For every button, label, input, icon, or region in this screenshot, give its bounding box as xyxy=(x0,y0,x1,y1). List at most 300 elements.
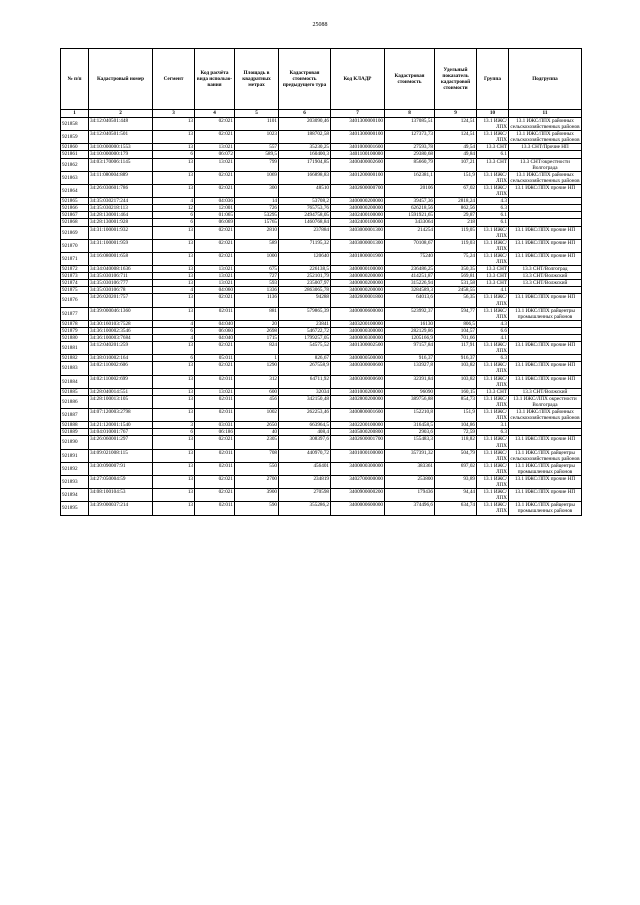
previous-value-cell: 48510 xyxy=(279,184,331,197)
group-cell: 6.1 xyxy=(477,151,509,158)
cadastral-number-cell: 34:12:040201:259 xyxy=(89,342,153,355)
unit-value-cell: 103,82 xyxy=(435,362,477,375)
row-number-cell: 921869 xyxy=(61,226,89,239)
column-number: 1 xyxy=(61,110,89,118)
area-cell: 708 xyxy=(235,449,279,462)
page-number: 25088 xyxy=(312,22,328,28)
segment-cell: 13 xyxy=(153,462,195,475)
cadastral-number-cell: 34:39:000046:1360 xyxy=(89,307,153,320)
column-number: 7 xyxy=(331,110,385,118)
area-cell: 590 xyxy=(235,502,279,515)
area-cell: 1023 xyxy=(235,131,279,144)
cadastral-value-cell: 137085,51 xyxy=(385,118,435,131)
usage-code-cell: 13:021 xyxy=(195,158,235,171)
cadastral-value-cell: 179436 xyxy=(385,489,435,502)
group-cell: 13.1 ИЖС/ЛПХ xyxy=(477,307,509,320)
previous-value-cell: 546722,72 xyxy=(279,327,331,334)
previous-value-cell: 120640 xyxy=(279,252,331,265)
row-number-cell: 921890 xyxy=(61,436,89,449)
cadastral-number-cell: 34:30:090007:91 xyxy=(89,462,153,475)
subgroup-cell xyxy=(509,327,582,334)
group-cell: 6.3 xyxy=(477,429,509,436)
group-cell: 6.3 xyxy=(477,205,509,212)
usage-code-cell: 02:011 xyxy=(195,409,235,422)
unit-value-cell: 104,86 xyxy=(435,422,477,429)
table-row xyxy=(61,489,582,502)
unit-value-cell: 75,24 xyxy=(435,252,477,265)
table-row xyxy=(61,144,582,151)
cadastral-number-cell: 34:35:030106:711 xyxy=(89,273,153,280)
group-cell: 13.1 ИЖС/ЛПХ xyxy=(477,294,509,307)
group-cell: 13.1 ИЖС/ЛПХ xyxy=(477,436,509,449)
cadastral-number-cell: 34:31:100001:932 xyxy=(89,226,153,239)
unit-value-cell: 862,56 xyxy=(435,205,477,212)
unit-value-cell: 49,84 xyxy=(435,151,477,158)
segment-cell: 13 xyxy=(153,436,195,449)
column-number: 8 xyxy=(385,110,435,118)
group-cell: 6.3 xyxy=(477,355,509,362)
cadastral-value-cell: 29380,68 xyxy=(385,151,435,158)
kladr-code-cell: 3402200100000 xyxy=(331,422,385,429)
previous-value-cell: 408,4 xyxy=(279,429,331,436)
segment-cell: 13 xyxy=(153,449,195,462)
row-number-cell: 921864 xyxy=(61,184,89,197)
group-cell: 4.3 xyxy=(477,320,509,327)
unit-value-cell: 916,37 xyxy=(435,355,477,362)
subgroup-cell: 13.1 ИЖС/ЛПХ прочие НП xyxy=(509,375,582,388)
segment-cell: 13 xyxy=(153,239,195,252)
usage-code-cell: 06:072 xyxy=(195,151,235,158)
unit-value-cell: 119,05 xyxy=(435,226,477,239)
subgroup-cell: 13.1 ИЖС/ЛПХ прочие НП xyxy=(509,436,582,449)
group-cell: 13.1 ИЖС/ЛПХ xyxy=(477,409,509,422)
subgroup-cell: 13.3 СНТ/Волжский xyxy=(509,388,582,395)
cadastral-number-cell: 34:12:040501:448 xyxy=(89,118,153,131)
cadastral-value-cell: 389756,88 xyxy=(385,395,435,408)
table-row xyxy=(61,436,582,449)
cadastral-value-cell: 3284589,3 xyxy=(385,287,435,294)
previous-value-cell: 226138,5 xyxy=(279,266,331,273)
previous-value-cell: 663964,5 xyxy=(279,422,331,429)
cadastral-value-cell: 127373,73 xyxy=(385,131,435,144)
previous-value-cell: 64711,92 xyxy=(279,375,331,388)
cadastral-number-cell: 34:02:110002:699 xyxy=(89,375,153,388)
column-number: 9 xyxy=(435,110,477,118)
subgroup-cell xyxy=(509,219,582,226)
kladr-code-cell: 3401300000100 xyxy=(331,118,385,131)
cadastral-number-cell: 34:28:130001:464 xyxy=(89,212,153,219)
kladr-code-cell: 3401000001600 xyxy=(331,144,385,151)
unit-value-cell: 2818,24 xyxy=(435,198,477,205)
unit-value-cell: 119,03 xyxy=(435,239,477,252)
subgroup-cell: 13.1 ИЖС/ЛПХ прочие НП xyxy=(509,489,582,502)
cadastral-value-cell: 85660,79 xyxy=(385,158,435,171)
previous-value-cell: 270598 xyxy=(279,489,331,502)
usage-code-cell: 02:011 xyxy=(195,462,235,475)
cadastral-value-cell: 20106 xyxy=(385,184,435,197)
area-cell: 456 xyxy=(235,395,279,408)
area-cell: 1136 xyxy=(235,294,279,307)
area-cell: 1336 xyxy=(235,287,279,294)
kladr-code-cell: 3400300000600 xyxy=(331,375,385,388)
cadastral-value-cell: 3433064 xyxy=(385,219,435,226)
kladr-code-cell: 3402400100000 xyxy=(331,219,385,226)
unit-value-cell: 2458,55 xyxy=(435,287,477,294)
usage-code-cell: 12:001 xyxy=(195,205,235,212)
subgroup-cell: 13.3 СНТ/Прочие НП xyxy=(509,144,582,151)
cadastral-value-cell: 97157,84 xyxy=(385,342,435,355)
group-cell: 13.1 ИЖС/ЛПХ xyxy=(477,462,509,475)
kladr-code-cell: 3402600000700 xyxy=(331,184,385,197)
column-number: 2 xyxy=(89,110,153,118)
row-number-cell: 921886 xyxy=(61,395,89,408)
kladr-code-cell: 3401800001900 xyxy=(331,252,385,265)
table-row xyxy=(61,226,582,239)
previous-value-cell: 166898,83 xyxy=(279,171,331,184)
previous-value-cell: 456401 xyxy=(279,462,331,475)
subgroup-cell: 13.1 ИЖС/ЛПХ райцентры промышленных районов xyxy=(509,462,582,475)
cadastral-value-cell: 523992,37 xyxy=(385,307,435,320)
area-cell: 557 xyxy=(235,144,279,151)
segment-cell: 12 xyxy=(153,205,195,212)
column-header: Группа xyxy=(477,49,509,110)
area-cell: 2700 xyxy=(235,475,279,488)
subgroup-cell: 13.1 ИЖС/ЛПХ райцентры промышленных районов xyxy=(509,502,582,515)
area-cell: 2305 xyxy=(235,436,279,449)
row-number-cell: 921861 xyxy=(61,151,89,158)
row-number-cell: 921876 xyxy=(61,294,89,307)
usage-code-cell: 02:021 xyxy=(195,184,235,197)
cadastral-number-cell: 34:11:080004:889 xyxy=(89,171,153,184)
column-header: № п/п xyxy=(61,49,89,110)
row-number-cell: 921884 xyxy=(61,375,89,388)
kladr-code-cell: 3400000100000 xyxy=(331,266,385,273)
usage-code-cell: 02:021 xyxy=(195,252,235,265)
previous-value-cell: 203090,46 xyxy=(279,118,331,131)
column-header: Кадастровая стоимость предыдущего тура xyxy=(279,49,331,110)
group-cell: 13.1 ИЖС/ЛПХ xyxy=(477,239,509,252)
kladr-code-cell: 3400800001600 xyxy=(331,409,385,422)
previous-value-cell: 1460768,84 xyxy=(279,219,331,226)
column-header: Подгруппа xyxy=(509,49,582,110)
cadastral-value-cell: 2903,6 xyxy=(385,429,435,436)
usage-code-cell: 02:021 xyxy=(195,171,235,184)
segment-cell: 13 xyxy=(153,475,195,488)
table-row xyxy=(61,287,582,294)
area-cell: 1290 xyxy=(235,362,279,375)
previous-value-cell: 342150,48 xyxy=(279,395,331,408)
previous-value-cell: 35230,25 xyxy=(279,144,331,151)
subgroup-cell xyxy=(509,355,582,362)
unit-value-cell: 151,9 xyxy=(435,409,477,422)
cadastral-number-cell: 34:35:030106:78 xyxy=(89,287,153,294)
table-row xyxy=(61,335,582,342)
cadastral-number-cell: 34:12:040501:501 xyxy=(89,131,153,144)
row-number-cell: 921892 xyxy=(61,462,89,475)
cadastral-value-cell: 315226,94 xyxy=(385,280,435,287)
cadastral-number-cell: 34:39:000037:214 xyxy=(89,502,153,515)
cadastral-number-cell: 34:04:010001:767 xyxy=(89,429,153,436)
cadastral-value-cell: 32391,84 xyxy=(385,375,435,388)
table-row xyxy=(61,342,582,355)
segment-cell: 13 xyxy=(153,273,195,280)
cadastral-value-cell: 374496,6 xyxy=(385,502,435,515)
cadastral-number-cell: 34:35:030106:777 xyxy=(89,280,153,287)
usage-code-cell: 02:021 xyxy=(195,342,235,355)
group-cell: 3.1 xyxy=(477,422,509,429)
table-row xyxy=(61,320,582,327)
area-cell: 824 xyxy=(235,342,279,355)
column-header: Кадастровый номер xyxy=(89,49,153,110)
kladr-code-cell: 3403200100000 xyxy=(331,320,385,327)
kladr-code-cell: 3403000001300 xyxy=(331,226,385,239)
unit-value-cell: 103,82 xyxy=(435,375,477,388)
usage-code-cell: 06:186 xyxy=(195,429,235,436)
previous-value-cell: 94288 xyxy=(279,294,331,307)
cadastral-value-cell: 414251,87 xyxy=(385,273,435,280)
unit-value-cell: 124,51 xyxy=(435,118,477,131)
group-cell: 13.1 ИЖС/ЛПХ xyxy=(477,171,509,184)
kladr-code-cell: 3400300000600 xyxy=(331,362,385,375)
cadastral-value-cell: 39457,36 xyxy=(385,198,435,205)
table-row xyxy=(61,395,582,408)
usage-code-cell: 02:011 xyxy=(195,375,235,388)
subgroup-cell: 13.3 СНТ/Волжский xyxy=(509,280,582,287)
segment-cell: 6 xyxy=(153,151,195,158)
subgroup-cell xyxy=(509,422,582,429)
segment-cell: 6 xyxy=(153,429,195,436)
unit-value-cell: 67,02 xyxy=(435,184,477,197)
group-cell: 13.1 ИЖС/ЛПХ xyxy=(477,362,509,375)
group-cell: 13.1 ИЖС/ЛПХ xyxy=(477,118,509,131)
area-cell: 550 xyxy=(235,462,279,475)
previous-value-cell: 54575,52 xyxy=(279,342,331,355)
usage-code-cell: 02:021 xyxy=(195,294,235,307)
segment-cell: 6 xyxy=(153,355,195,362)
segment-cell: 13 xyxy=(153,294,195,307)
row-number-cell: 921878 xyxy=(61,320,89,327)
segment-cell: 13 xyxy=(153,388,195,395)
cadastral-value-cell: 96090 xyxy=(385,388,435,395)
table-row xyxy=(61,184,582,197)
usage-code-cell: 04:060 xyxy=(195,287,235,294)
area-cell: 40 xyxy=(235,429,279,436)
cadastral-value-cell: 70108,67 xyxy=(385,239,435,252)
kladr-code-cell: 3402700000000 xyxy=(331,475,385,488)
subgroup-cell: 13.1 ИЖС/ЛПХ прочие НП xyxy=(509,252,582,265)
area-cell: 726 xyxy=(235,205,279,212)
kladr-code-cell: 3402600001700 xyxy=(331,436,385,449)
column-number: 10 xyxy=(477,110,509,118)
group-cell: 13.3 СНТ xyxy=(477,144,509,151)
row-number-cell: 921882 xyxy=(61,355,89,362)
previous-value-cell: 23841 xyxy=(279,320,331,327)
row-number-cell: 921894 xyxy=(61,489,89,502)
kladr-code-cell: 3400000600000 xyxy=(331,502,385,515)
previous-value-cell: 32034 xyxy=(279,388,331,395)
cadastral-number-cell: 34:27:050004:59 xyxy=(89,475,153,488)
kladr-code-cell: 3400000600000 xyxy=(331,307,385,320)
unit-value-cell: 124,51 xyxy=(435,131,477,144)
segment-cell: 13 xyxy=(153,375,195,388)
area-cell: 3900 xyxy=(235,489,279,502)
unit-value-cell: 806,5 xyxy=(435,320,477,327)
group-cell: 13.3 СНТ xyxy=(477,280,509,287)
area-cell: 312 xyxy=(235,375,279,388)
subgroup-cell xyxy=(509,429,582,436)
kladr-code-cell: 3400000500000 xyxy=(331,355,385,362)
subgroup-cell xyxy=(509,335,582,342)
area-cell: 2650 xyxy=(235,422,279,429)
subgroup-cell: 13.1 ИЖС/ЛПХ прочие НП xyxy=(509,294,582,307)
area-cell: 1069 xyxy=(235,171,279,184)
table-row xyxy=(61,409,582,422)
table-row xyxy=(61,475,582,488)
row-number-cell: 921893 xyxy=(61,475,89,488)
row-number-cell: 921866 xyxy=(61,205,89,212)
row-number-cell: 921888 xyxy=(61,422,89,429)
table-row xyxy=(61,131,582,144)
table-row xyxy=(61,280,582,287)
cadastral-value-cell: 152210,8 xyxy=(385,409,435,422)
row-number-cell: 921858 xyxy=(61,118,89,131)
subgroup-cell: 13.1 ИЖС/ЛПХ прочие НП xyxy=(509,475,582,488)
subgroup-cell: 13.1 ИЖС/ЛПХ райцентры промышленных районов xyxy=(509,307,582,320)
column-number: 6 xyxy=(279,110,331,118)
column-number: 5 xyxy=(235,110,279,118)
row-number-cell: 921883 xyxy=(61,362,89,375)
group-cell: 13.1 ИЖС/ЛПХ xyxy=(477,226,509,239)
previous-value-cell: 2494758,05 xyxy=(279,212,331,219)
usage-code-cell: 02:021 xyxy=(195,131,235,144)
previous-value-cell: 160400,3 xyxy=(279,151,331,158)
usage-code-cell: 04:040 xyxy=(195,320,235,327)
subgroup-cell xyxy=(509,151,582,158)
usage-code-cell: 02:011 xyxy=(195,395,235,408)
row-number-cell: 921875 xyxy=(61,287,89,294)
unit-value-cell: 569,81 xyxy=(435,273,477,280)
usage-code-cell: 02:021 xyxy=(195,239,235,252)
area-cell: 589,5 xyxy=(235,151,279,158)
cadastral-value-cell: 16130 xyxy=(385,320,435,327)
previous-value-cell: 234819 xyxy=(279,475,331,488)
segment-cell: 13 xyxy=(153,362,195,375)
header-row xyxy=(61,49,582,110)
group-cell: 6.1 xyxy=(477,219,509,226)
row-number-cell: 921877 xyxy=(61,307,89,320)
table-row xyxy=(61,205,582,212)
group-cell: 13.1 ИЖС/ЛПХ xyxy=(477,489,509,502)
cadastral-number-cell: 34:36:100002:3546 xyxy=(89,327,153,334)
usage-code-cell: 13:021 xyxy=(195,388,235,395)
cadastral-value-cell: 27593,78 xyxy=(385,144,435,151)
subgroup-cell: 13.1 ИЖС/ЛПХ прочие НП xyxy=(509,362,582,375)
area-cell: 2810 xyxy=(235,226,279,239)
table-row xyxy=(61,171,582,184)
group-cell: 13.1 ИЖС/ЛПХ xyxy=(477,342,509,355)
group-cell: 4.3 xyxy=(477,198,509,205)
subgroup-cell: 13.1 ИЖС/ЛПХ прочие НП xyxy=(509,342,582,355)
cadastral-value-cell: 1591921,65 xyxy=(385,212,435,219)
group-cell: 4.1 xyxy=(477,335,509,342)
cadastral-number-cell: 34:28:100013:105 xyxy=(89,395,153,408)
cadastral-number-cell: 34:35:030218:113 xyxy=(89,205,153,212)
row-number-cell: 921895 xyxy=(61,502,89,515)
kladr-code-cell: 3401000100000 xyxy=(331,449,385,462)
segment-cell: 13 xyxy=(153,252,195,265)
segment-cell: 13 xyxy=(153,266,195,273)
subgroup-cell xyxy=(509,198,582,205)
area-cell: 881 xyxy=(235,307,279,320)
kladr-code-cell: 3400000300000 xyxy=(331,335,385,342)
area-cell: 15765 xyxy=(235,219,279,226)
unit-value-cell: 29,87 xyxy=(435,212,477,219)
row-number-cell: 921880 xyxy=(61,335,89,342)
row-number-cell: 921879 xyxy=(61,327,89,334)
kladr-code-cell: 3400000200000 xyxy=(331,198,385,205)
row-number-cell: 921872 xyxy=(61,266,89,273)
usage-code-cell: 13:021 xyxy=(195,273,235,280)
unit-value-cell: 151,9 xyxy=(435,171,477,184)
group-cell: 13.1 ИЖС/ЛПХ xyxy=(477,449,509,462)
cadastral-number-cell: 34:35:030217:244 xyxy=(89,198,153,205)
segment-cell: 13 xyxy=(153,118,195,131)
table-row xyxy=(61,273,582,280)
previous-value-cell: 1799257,05 xyxy=(279,335,331,342)
area-cell: 53295 xyxy=(235,212,279,219)
previous-value-cell: 2863065,78 xyxy=(279,287,331,294)
previous-value-cell: 262253,46 xyxy=(279,409,331,422)
table-row xyxy=(61,327,582,334)
kladr-code-cell: 3401300000100 xyxy=(331,131,385,144)
unit-value-cell: 697,02 xyxy=(435,462,477,475)
column-header: Сегмент xyxy=(153,49,195,110)
cadastral-number-cell: 34:16:080001:658 xyxy=(89,252,153,265)
kladr-code-cell: 3400000300000 xyxy=(331,327,385,334)
unit-value-cell: 160,15 xyxy=(435,388,477,395)
previous-value-cell: 71195,32 xyxy=(279,239,331,252)
previous-value-cell: 252101,79 xyxy=(279,273,331,280)
subgroup-cell: 13.1 ИЖС/ЛПХ прочие НП xyxy=(509,226,582,239)
column-number: 3 xyxy=(153,110,195,118)
row-number-cell: 921859 xyxy=(61,131,89,144)
table-row xyxy=(61,375,582,388)
group-cell: 13.1 ИЖС/ЛПХ xyxy=(477,375,509,388)
group-cell: 13.1 ИЖС/ЛПХ xyxy=(477,252,509,265)
kladr-code-cell: 3400000200000 xyxy=(331,287,385,294)
segment-cell: 4 xyxy=(153,320,195,327)
segment-cell: 6 xyxy=(153,219,195,226)
cadastral-number-cell: 34:09:021008:115 xyxy=(89,449,153,462)
cadastral-number-cell: 34:10:000000:179 xyxy=(89,151,153,158)
segment-cell: 13 xyxy=(153,171,195,184)
cadastral-number-cell: 34:31:100001:959 xyxy=(89,239,153,252)
group-cell: 13.3 СНТ xyxy=(477,388,509,395)
subgroup-cell: 13.3 СНТ/Волгоград xyxy=(509,266,582,273)
segment-cell: 13 xyxy=(153,502,195,515)
unit-value-cell: 56,35 xyxy=(435,294,477,307)
table-row xyxy=(61,362,582,375)
column-header: Код расчёта вида использо-вания xyxy=(195,49,235,110)
usage-code-cell: 13:021 xyxy=(195,280,235,287)
cadastral-value-cell: 1205166,9 xyxy=(385,335,435,342)
cadastral-number-cell: 34:26:020201:757 xyxy=(89,294,153,307)
segment-cell: 13 xyxy=(153,131,195,144)
kladr-code-cell: 3400000300000 xyxy=(331,462,385,475)
subgroup-cell xyxy=(509,212,582,219)
row-number-cell: 921862 xyxy=(61,158,89,171)
row-number-cell: 921881 xyxy=(61,342,89,355)
